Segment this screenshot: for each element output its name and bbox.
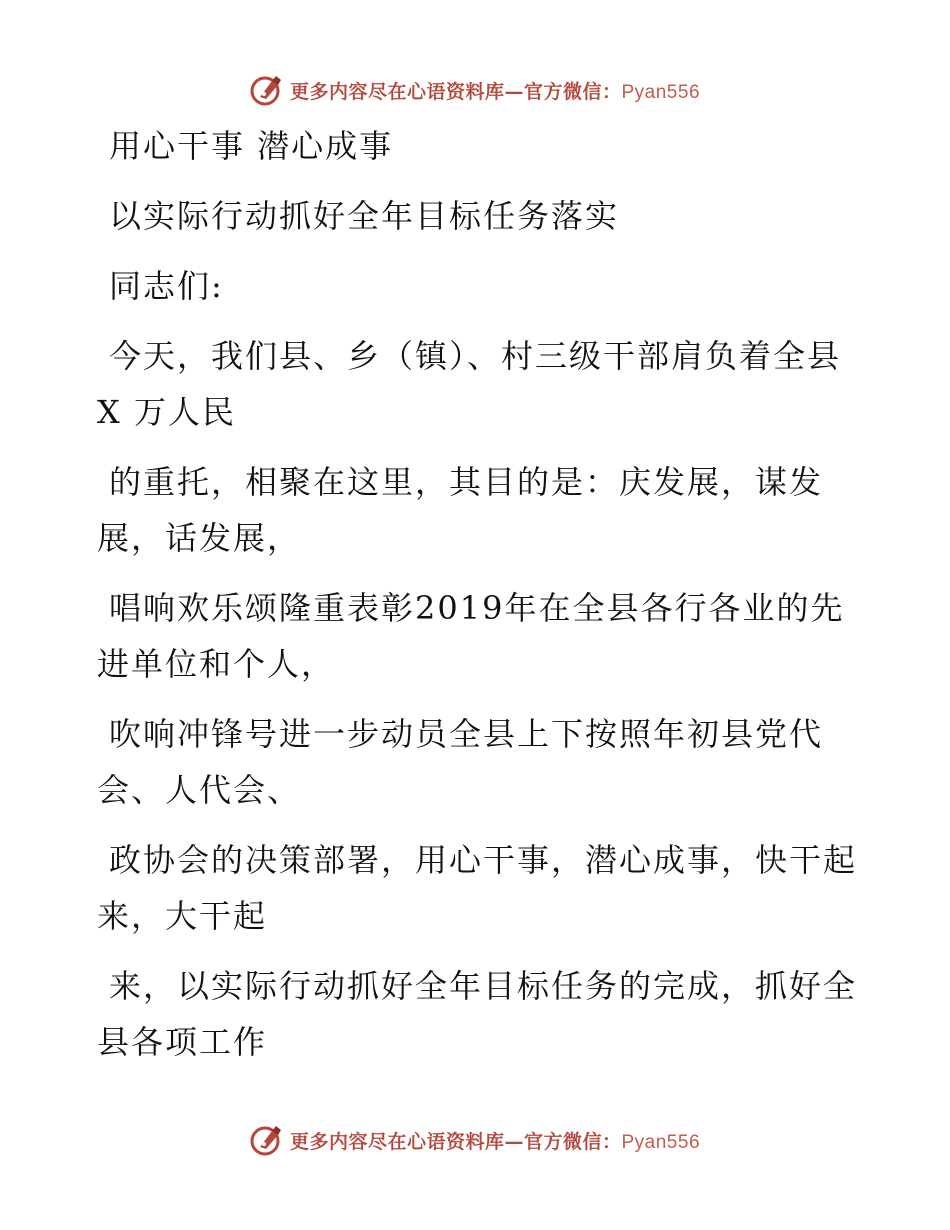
paragraph: 政协会的决策部署，用心干事，潜心成事，快干起来，大干起 bbox=[97, 841, 858, 935]
watermark-group bbox=[250, 1123, 700, 1157]
watermark-text: 更多内容尽在心语资料库—官方微信：Pyan556 bbox=[289, 1130, 701, 1153]
document-body bbox=[97, 118, 857, 1084]
header-watermark bbox=[0, 68, 950, 112]
paragraph: 唱响欢乐颂隆重表彰2019年在全县各行各业的先进单位和个人， bbox=[97, 589, 845, 683]
paragraph: 吹响冲锋号进一步动员全县上下按照年初县党代会、人代会、 bbox=[97, 715, 824, 809]
footer-watermark bbox=[0, 1118, 950, 1162]
paragraph: 来，以实际行动抓好全年目标任务的完成，抓好全县各项工作 bbox=[97, 967, 858, 1061]
paragraph: 的重托，相聚在这里，其目的是：庆发展，谋发展，话发展， bbox=[97, 463, 824, 557]
pen-nib-logo-icon bbox=[250, 73, 284, 107]
salutation: 同志们: bbox=[109, 267, 224, 305]
pen-nib-logo-icon bbox=[250, 1123, 284, 1157]
paragraph: 今天，我们县、乡（镇）、村三级干部肩负着全县 X 万人民 bbox=[97, 337, 842, 431]
document-title-line-1: 用心干事 潜心成事 bbox=[109, 127, 394, 165]
watermark-group bbox=[250, 73, 700, 107]
document-title-line-2: 以实际行动抓好全年目标任务落实 bbox=[109, 197, 620, 235]
watermark-text: 更多内容尽在心语资料库—官方微信：Pyan556 bbox=[289, 80, 701, 103]
